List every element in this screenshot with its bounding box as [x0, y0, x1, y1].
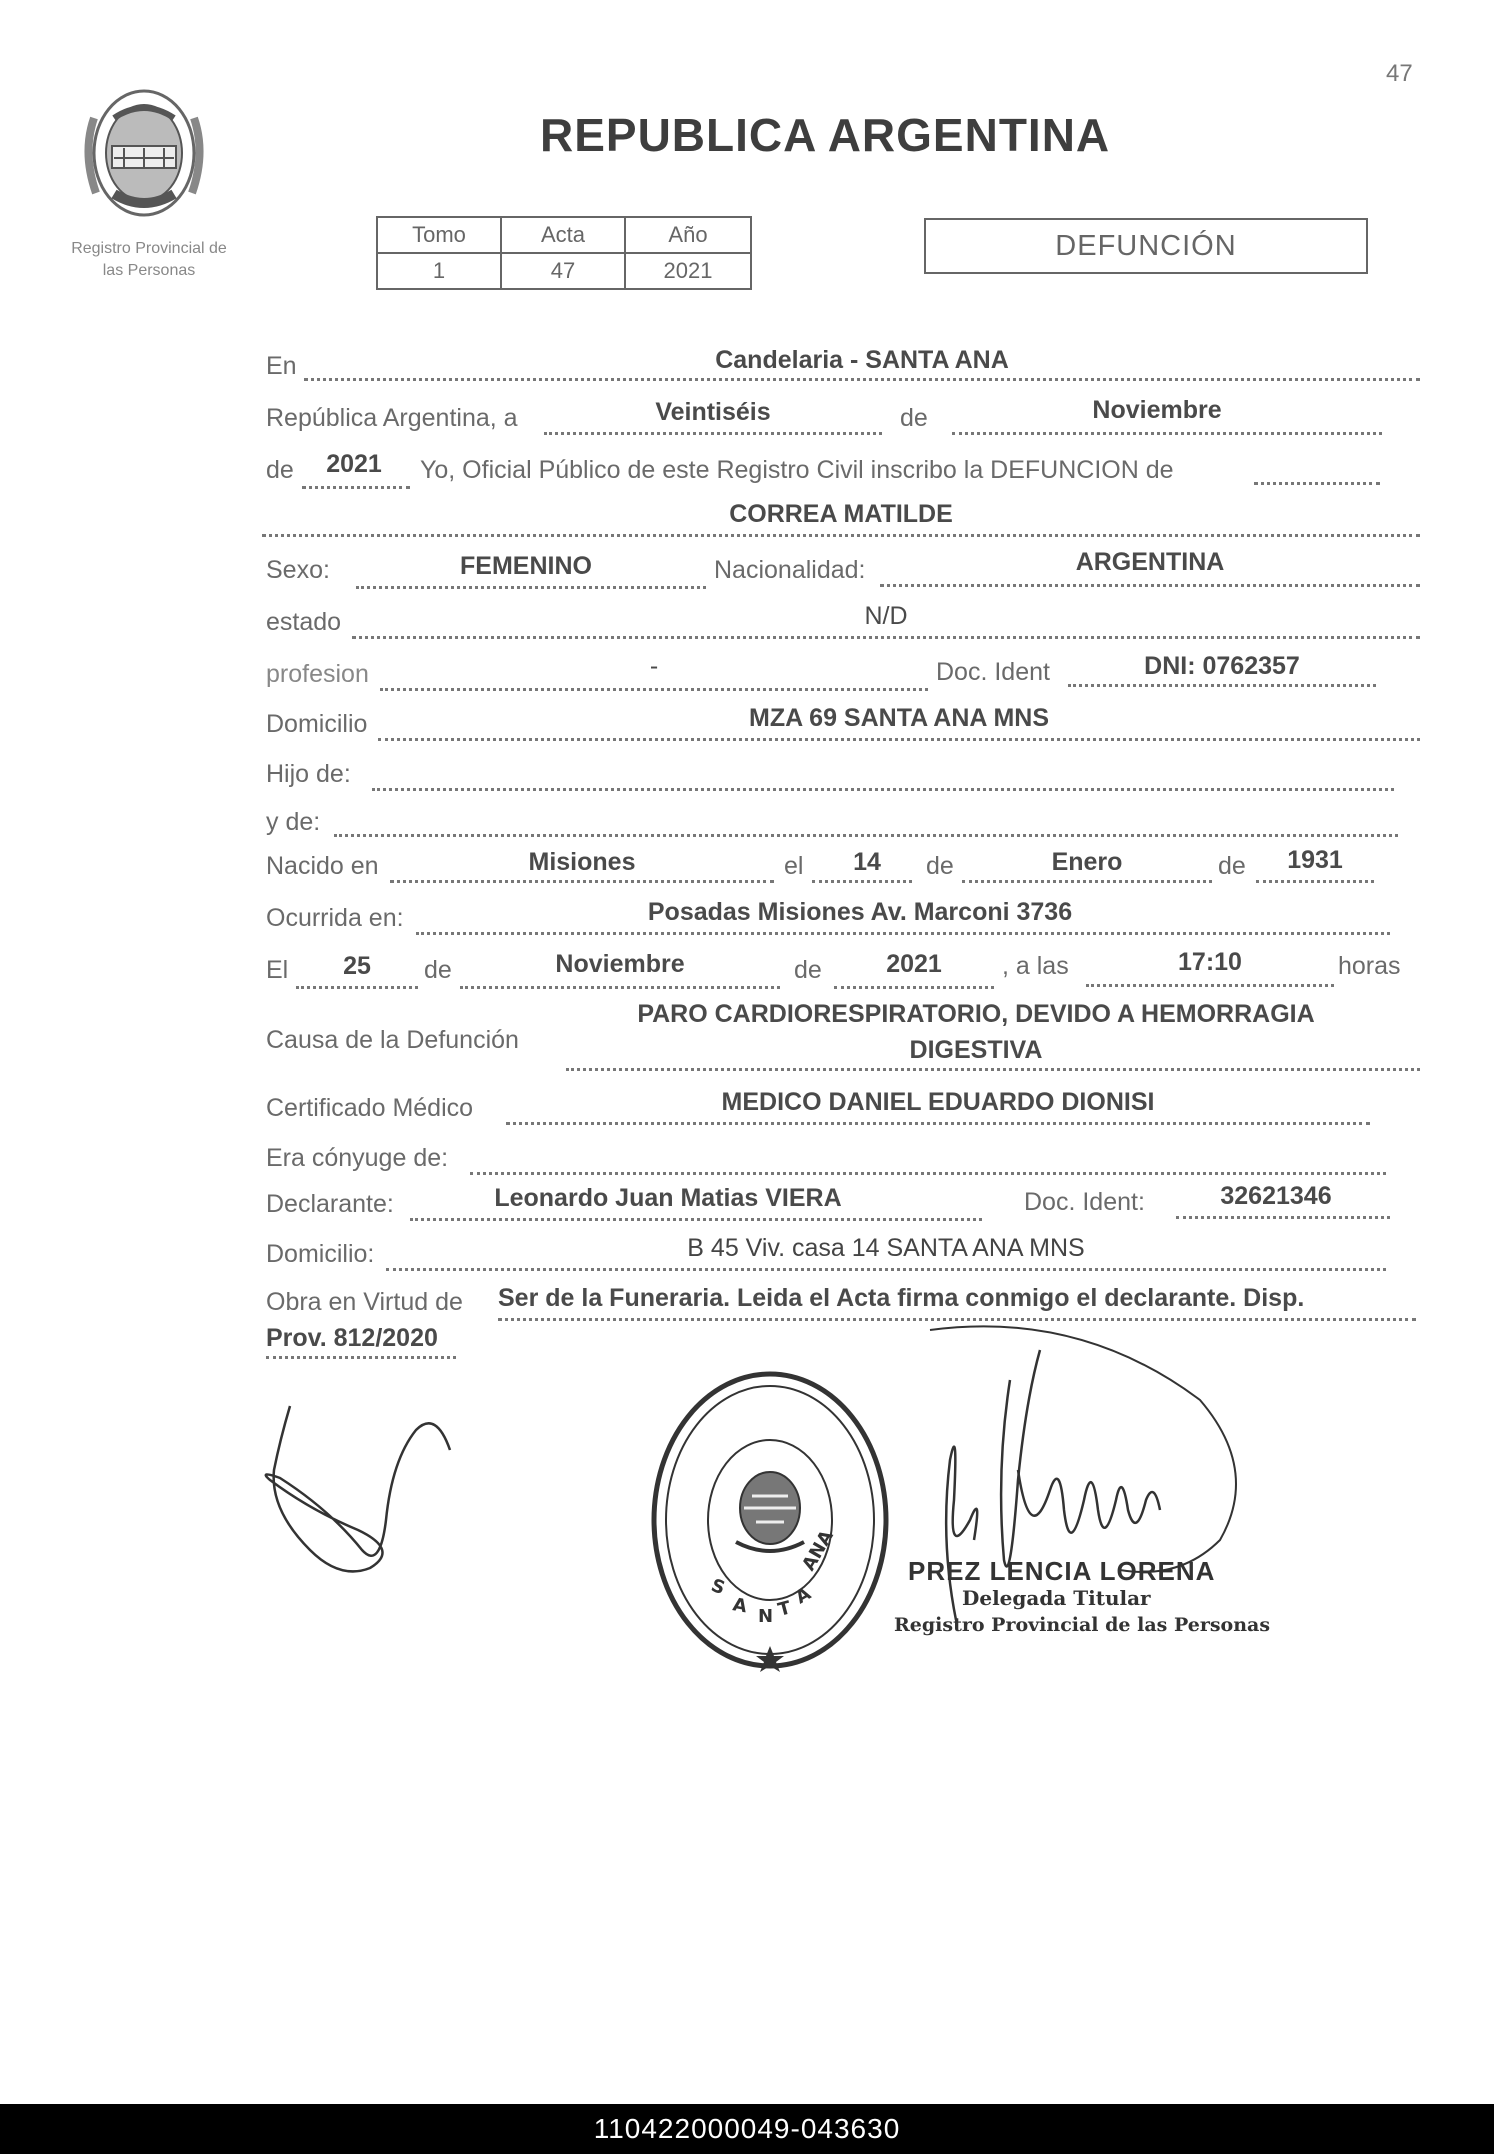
label-de-n1: de: [926, 852, 954, 880]
label-sexo: Sexo:: [266, 556, 330, 584]
line-causa: [566, 1068, 1420, 1071]
label-doc-ident2: Doc. Ident:: [1024, 1188, 1145, 1216]
line-hijo-de: [372, 788, 1394, 791]
svg-text:A: A: [792, 1583, 815, 1609]
value-nacido-anio: 1931: [1287, 846, 1343, 874]
document-title: REPUBLICA ARGENTINA: [540, 109, 1111, 161]
svg-text:ANA: ANA: [798, 1526, 838, 1575]
label-en: En: [266, 352, 297, 380]
value-declarante-doc: 32621346: [1220, 1182, 1332, 1210]
line-anio: [302, 486, 410, 489]
value-fallecido-dia: 25: [343, 952, 371, 980]
label-domicilio2: Domicilio:: [266, 1240, 375, 1268]
value-nacido-dia: 14: [853, 848, 881, 876]
page-number: 47: [1386, 60, 1413, 87]
label-domicilio: Domicilio: [266, 710, 368, 738]
value-causa-line2: DIGESTIVA: [909, 1036, 1043, 1064]
svg-text:A: A: [731, 1594, 749, 1618]
value-mes: Noviembre: [1092, 396, 1222, 424]
value-doc-ident: DNI: 0762357: [1144, 652, 1300, 680]
line-y-de: [334, 834, 1398, 837]
record-table: [376, 216, 752, 290]
official-office: Registro Provincial de las Personas: [894, 1614, 1271, 1636]
label-horas: horas: [1338, 952, 1401, 980]
value-ocurrida-en: Posadas Misiones Av. Marconi 3736: [647, 898, 1073, 926]
acta-header: Acta: [501, 217, 625, 253]
value-nombre: CORREA MATILDE: [729, 500, 953, 528]
line-fallecido-mes: [460, 986, 780, 989]
line-profesion: [380, 688, 928, 691]
value-anio: 2021: [326, 450, 382, 478]
line-dia: [544, 432, 882, 435]
line-yo: [1254, 482, 1380, 485]
value-causa-line1: PARO CARDIORESPIRATORIO, DEVIDO A HEMORRAGIA: [637, 1000, 1315, 1028]
value-obra-line1: Ser de la Funeraria. Leida el Acta firma conmigo el declarante. Disp.: [498, 1284, 1305, 1312]
line-nacido-dia: [812, 880, 912, 883]
label-de: de: [900, 404, 928, 432]
label-certificado: Certificado Médico: [266, 1094, 474, 1122]
declarant-signature-icon: [250, 1400, 470, 1600]
value-declarante: Leonardo Juan Matias VIERA: [494, 1184, 842, 1212]
value-profesion: -: [649, 652, 659, 680]
value-domicilio: MZA 69 SANTA ANA MNS: [749, 704, 1049, 732]
line-conyuge: [470, 1172, 1386, 1175]
footer-barcode-text: 110422000049-043630: [0, 2104, 1494, 2154]
value-dia: Veintiséis: [655, 398, 771, 426]
label-profesion: profesion: [266, 660, 369, 688]
line-nacionalidad: [880, 584, 1420, 587]
value-estado: N/D: [864, 602, 908, 630]
record-type-box: DEFUNCIÓN: [924, 218, 1368, 274]
line-domicilio: [378, 738, 1420, 741]
line-ocurrida-en: [416, 932, 1390, 935]
label-de-f1: de: [424, 956, 452, 984]
line-en: [304, 378, 1420, 381]
svg-text:T: T: [775, 1597, 794, 1621]
label-nacido-en: Nacido en: [266, 852, 379, 880]
registry-name: Registro Provincial de las Personas: [71, 240, 227, 279]
svg-text:S: S: [708, 1574, 728, 1600]
label-yo: Yo, Oficial Público de este Registro Civil inscribo la DEFUNCION de: [420, 456, 1174, 484]
line-sexo: [356, 586, 706, 589]
line-nacido-en: [390, 880, 774, 883]
value-lugar: Candelaria - SANTA ANA: [715, 346, 1009, 374]
line-fallecido-dia: [296, 986, 418, 989]
label-obra: Obra en Virtud de: [266, 1288, 463, 1316]
line-obra-2: [266, 1356, 456, 1359]
line-estado: [352, 636, 1420, 639]
value-fallecido-anio: 2021: [886, 950, 942, 978]
label-y-de: y de:: [266, 808, 321, 836]
label-el-cap: El: [266, 956, 289, 984]
official-title: Delegada Titular: [962, 1586, 1151, 1610]
svg-text:N: N: [758, 1606, 774, 1627]
line-domicilio2: [386, 1268, 1386, 1271]
label-declarante: Declarante:: [266, 1190, 394, 1218]
value-certificado: MEDICO DANIEL EDUARDO DIONISI: [721, 1088, 1155, 1116]
line-doc-ident: [1068, 684, 1376, 687]
anio-header: Año: [625, 217, 751, 253]
line-mes: [952, 432, 1382, 435]
value-sexo: FEMENINO: [460, 552, 592, 580]
line-hora: [1086, 984, 1334, 987]
line-certificado: [506, 1122, 1370, 1125]
value-domicilio2: B 45 Viv. casa 14 SANTA ANA MNS: [687, 1234, 1085, 1262]
value-obra-line2: Prov. 812/2020: [266, 1324, 438, 1352]
line-declarante-doc: [1176, 1216, 1390, 1219]
line-fallecido-anio: [834, 986, 994, 989]
tomo-value: 1: [377, 253, 501, 289]
label-hijo-de: Hijo de:: [266, 760, 351, 788]
label-causa: Causa de la Defunción: [266, 1026, 519, 1054]
label-ocurrida-en: Ocurrida en:: [266, 904, 404, 932]
province-emblem-icon: [74, 78, 214, 228]
label-doc-ident: Doc. Ident: [936, 658, 1050, 686]
value-hora: 17:10: [1178, 948, 1242, 976]
value-nacido-en: Misiones: [528, 848, 636, 876]
acta-value: 47: [501, 253, 625, 289]
label-nacionalidad: Nacionalidad:: [714, 556, 866, 584]
value-nacido-mes: Enero: [1051, 848, 1123, 876]
label-de-n2: de: [1218, 852, 1246, 880]
label-a-las: , a las: [1002, 952, 1069, 980]
line-nacido-anio: [1256, 880, 1374, 883]
line-nacido-mes: [962, 880, 1212, 883]
official-name: PREZ LENCIA LORENA: [908, 1556, 1216, 1586]
label-de-anio: de: [266, 456, 294, 484]
line-nombre: [262, 534, 1420, 537]
value-nacionalidad: ARGENTINA: [1075, 548, 1225, 576]
label-estado: estado: [266, 608, 342, 636]
label-conyuge: Era cónyuge de:: [266, 1144, 449, 1172]
anio-value: 2021: [625, 253, 751, 289]
registry-seal-icon: [640, 1360, 900, 1680]
label-el: el: [784, 852, 804, 880]
label-de-f2: de: [794, 956, 822, 984]
line-declarante: [410, 1218, 982, 1221]
value-fallecido-mes: Noviembre: [555, 950, 685, 978]
tomo-header: Tomo: [377, 217, 501, 253]
label-republica: República Argentina, a: [266, 404, 518, 432]
